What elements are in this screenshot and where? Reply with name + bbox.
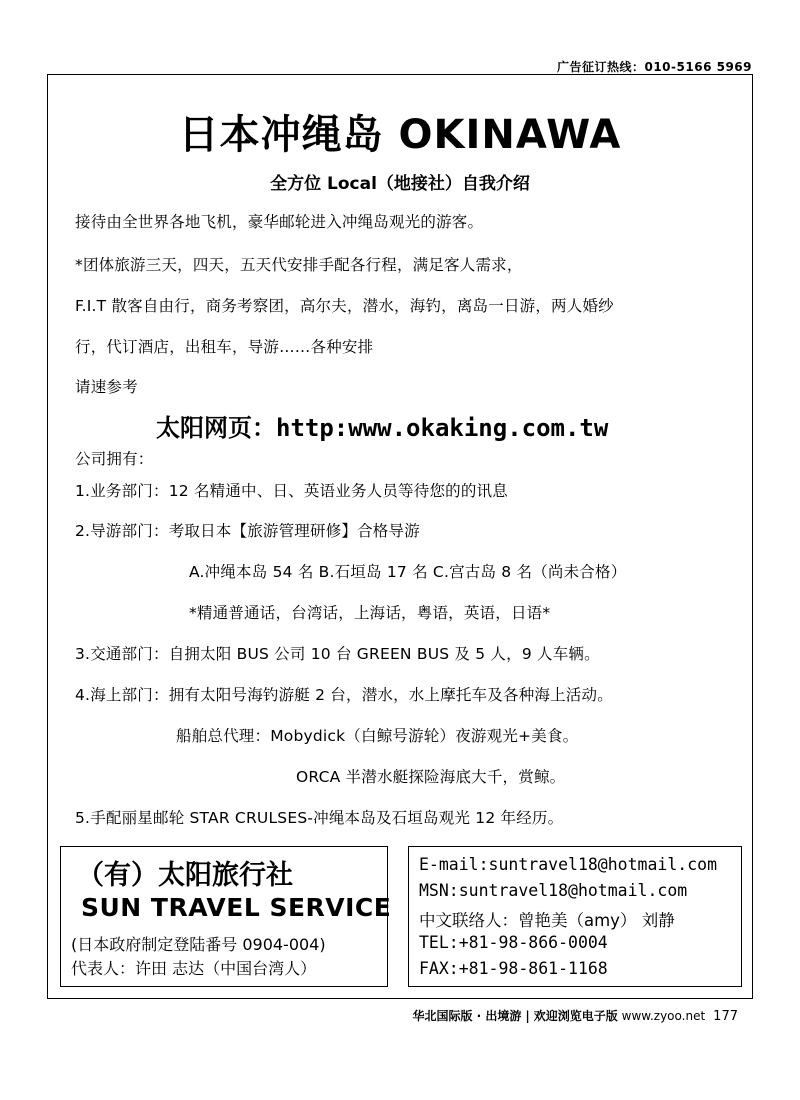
intro-line: 行，代订酒店，出租车，导游……各种安排 [75, 338, 374, 356]
website-label: 太阳网页： [156, 414, 276, 442]
website-url[interactable]: http:www.okaking.com.tw [276, 414, 609, 442]
contact-person: 中文联络人：曾艳美（amy） 刘静 [419, 911, 675, 930]
company-line: ORCA 半潜水艇探险海底大千，赏鲸。 [296, 768, 566, 786]
page-number: 177 [713, 1009, 738, 1024]
intro-line: *团体旅游三天，四天，五天代安排手配各行程，满足客人需求， [75, 256, 523, 274]
company-line: 2.导游部门：考取日本【旅游管理研修】合格导游 [75, 522, 420, 540]
page-footer [412, 1007, 738, 1024]
company-line: A.冲绳本岛 54 名 B.石垣岛 17 名 C.宫古岛 8 名（尚未合格） [189, 563, 627, 581]
intro-line: 请速参考 [75, 378, 138, 396]
agency-box [60, 846, 392, 987]
agency-name-en: SUN TRAVEL SERVICE [81, 893, 392, 922]
agency-representative: 代表人：许田 志达（中国台湾人） [71, 959, 317, 978]
company-line: 4.海上部门：拥有太阳号海钓游艇 2 台，潜水，水上摩托车及各种海上活动。 [75, 686, 613, 704]
intro-line: 接待由全世界各地飞机，豪华邮轮进入冲绳岛观光的游客。 [75, 213, 484, 231]
agency-registration: (日本政府制定登陆番号 0904-004) [71, 935, 326, 954]
footer-publication: 华北国际版 · 出境游 [412, 1009, 522, 1023]
website-line [156, 408, 608, 443]
footer-separator: | [525, 1009, 530, 1023]
company-line: 3.交通部门：自拥太阳 BUS 公司 10 台 GREEN BUS 及 5 人，9 人车辆。 [75, 645, 600, 663]
advertisement-frame [47, 74, 753, 999]
contact-email[interactable]: E-mail:suntravel18@hotmail.com [419, 855, 718, 874]
company-line: 船舶总代理：Mobydick（白鲸号游轮）夜游观光+美食。 [176, 727, 579, 745]
company-line: 1.业务部门：12 名精通中、日、英语业务人员等待您的的讯息 [75, 482, 508, 500]
contact-tel: TEL:+81-98-866-0004 [419, 933, 608, 952]
company-heading: 公司拥有： [75, 450, 154, 468]
agency-name: （有）太阳旅行社 [77, 860, 293, 891]
company-line: 5.手配丽星邮轮 STAR CRULSES-冲绳本岛及石垣岛观光 12 年经历。 [75, 809, 564, 827]
footer-ebook: 欢迎浏览电子版 [533, 1009, 618, 1023]
contact-box [408, 846, 742, 987]
contact-fax: FAX:+81-98-861-1168 [419, 959, 608, 978]
ad-hotline: 广告征订热线：010-5166 5969 [556, 60, 752, 74]
page-title: 日本冲绳岛 OKINAWA [178, 112, 622, 158]
intro-line: F.I.T 散客自由行，商务考察团，高尔夫，潜水，海钓，离岛一日游，两人婚纱 [75, 297, 614, 315]
footer-site[interactable]: www.zyoo.net [621, 1009, 706, 1023]
page-subtitle: 全方位 Local（地接社）自我介绍 [270, 174, 530, 194]
contact-msn[interactable]: MSN:suntravel18@hotmail.com [419, 881, 688, 900]
company-line: *精通普通话，台湾话，上海话，粤语，英语，日语* [189, 604, 551, 622]
